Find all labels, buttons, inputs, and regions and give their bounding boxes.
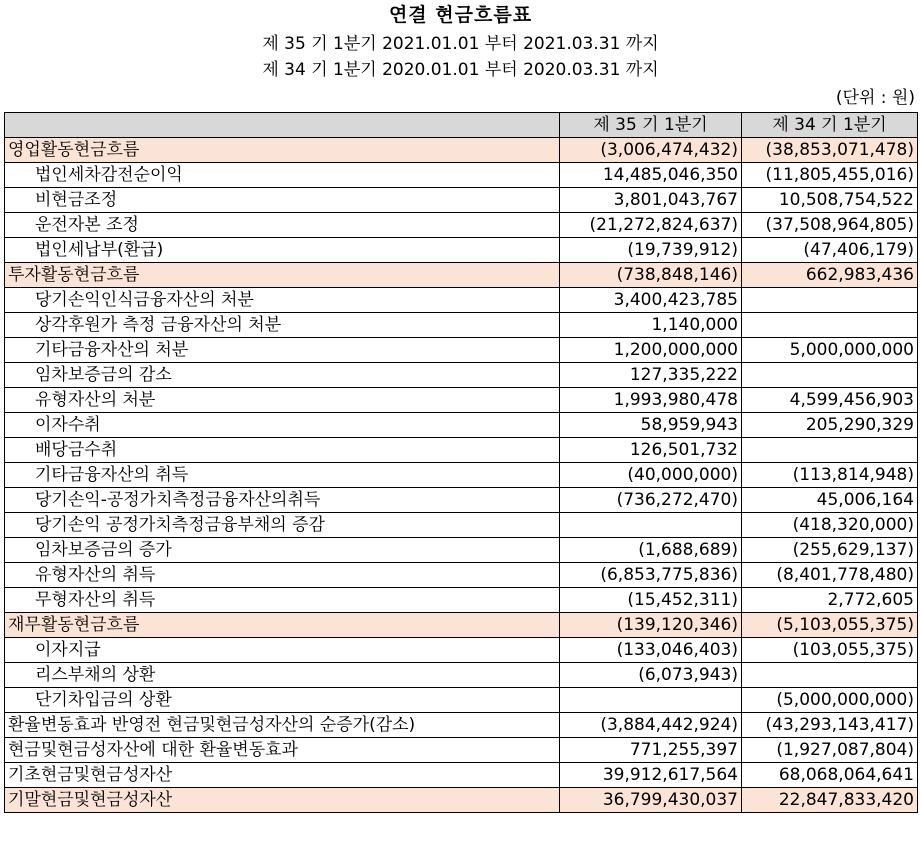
current-period-value: (15,452,311) bbox=[560, 588, 742, 613]
prior-period-value: (103,055,375) bbox=[742, 638, 918, 663]
prior-period-value: (43,293,143,417) bbox=[742, 713, 918, 738]
prior-period-value: 5,000,000,000 bbox=[742, 338, 918, 363]
table-header-row bbox=[5, 113, 918, 138]
current-period-value: (19,739,912) bbox=[560, 238, 742, 263]
table-row bbox=[5, 438, 918, 463]
table-row bbox=[5, 413, 918, 438]
current-period-value: (6,073,943) bbox=[560, 663, 742, 688]
current-period-value: (3,006,474,432) bbox=[560, 138, 742, 163]
prior-period-value bbox=[742, 363, 918, 388]
current-period-value: 1,140,000 bbox=[560, 313, 742, 338]
current-period-value: 1,993,980,478 bbox=[560, 388, 742, 413]
table-row bbox=[5, 213, 918, 238]
prior-period-value: (11,805,455,016) bbox=[742, 163, 918, 188]
table-row bbox=[5, 763, 918, 788]
prior-period-value: 45,006,164 bbox=[742, 488, 918, 513]
current-period-value: 58,959,943 bbox=[560, 413, 742, 438]
table-row bbox=[5, 738, 918, 763]
prior-period-value: 10,508,754,522 bbox=[742, 188, 918, 213]
row-label: 현금및현금성자산에 대한 환율변동효과 bbox=[5, 738, 560, 763]
table-row bbox=[5, 363, 918, 388]
header-prior-period: 제 34 기 1분기 bbox=[742, 113, 918, 138]
table-row bbox=[5, 313, 918, 338]
prior-period-value: 2,772,605 bbox=[742, 588, 918, 613]
table-row bbox=[5, 163, 918, 188]
table-row bbox=[5, 513, 918, 538]
row-label: 기타금융자산의 취득 bbox=[5, 463, 560, 488]
row-label: 기초현금및현금성자산 bbox=[5, 763, 560, 788]
table-row bbox=[5, 788, 918, 813]
current-period-value: (3,884,442,924) bbox=[560, 713, 742, 738]
prior-period-value bbox=[742, 438, 918, 463]
prior-period-value: (8,401,778,480) bbox=[742, 563, 918, 588]
row-label: 재무활동현금흐름 bbox=[5, 613, 560, 638]
current-period-value: (139,120,346) bbox=[560, 613, 742, 638]
row-label: 운전자본 조정 bbox=[5, 213, 560, 238]
row-label: 유형자산의 처분 bbox=[5, 388, 560, 413]
table-row bbox=[5, 338, 918, 363]
row-label: 배당금수취 bbox=[5, 438, 560, 463]
table-row bbox=[5, 388, 918, 413]
prior-period-value: 22,847,833,420 bbox=[742, 788, 918, 813]
row-label: 이자수취 bbox=[5, 413, 560, 438]
row-label: 영업활동현금흐름 bbox=[5, 138, 560, 163]
table-row bbox=[5, 663, 918, 688]
prior-period-value bbox=[742, 663, 918, 688]
prior-period-value bbox=[742, 313, 918, 338]
period-current: 제 35 기 1분기 2021.01.01 부터 2021.03.31 까지 bbox=[262, 34, 659, 54]
current-period-value bbox=[560, 688, 742, 713]
table-row bbox=[5, 613, 918, 638]
row-label: 환율변동효과 반영전 현금및현금성자산의 순증가(감소) bbox=[5, 713, 560, 738]
table-row bbox=[5, 463, 918, 488]
prior-period-value: 662,983,436 bbox=[742, 263, 918, 288]
row-label: 기타금융자산의 처분 bbox=[5, 338, 560, 363]
row-label: 단기차입금의 상환 bbox=[5, 688, 560, 713]
row-label: 기말현금및현금성자산 bbox=[5, 788, 560, 813]
table-row bbox=[5, 713, 918, 738]
prior-period-value: 4,599,456,903 bbox=[742, 388, 918, 413]
current-period-value: 14,485,046,350 bbox=[560, 163, 742, 188]
table-row bbox=[5, 538, 918, 563]
row-label: 유형자산의 취득 bbox=[5, 563, 560, 588]
table-row bbox=[5, 688, 918, 713]
header-label-cell bbox=[5, 113, 560, 138]
unit-label: (단위 : 원) bbox=[835, 88, 915, 108]
current-period-value: (736,272,470) bbox=[560, 488, 742, 513]
row-label: 당기손익인식금융자산의 처분 bbox=[5, 288, 560, 313]
current-period-value: (1,688,689) bbox=[560, 538, 742, 563]
row-label: 임차보증금의 증가 bbox=[5, 538, 560, 563]
table-row bbox=[5, 238, 918, 263]
table-row bbox=[5, 188, 918, 213]
current-period-value: 126,501,732 bbox=[560, 438, 742, 463]
current-period-value: (40,000,000) bbox=[560, 463, 742, 488]
current-period-value: 3,801,043,767 bbox=[560, 188, 742, 213]
table-row bbox=[5, 138, 918, 163]
table-row bbox=[5, 588, 918, 613]
table-row bbox=[5, 638, 918, 663]
prior-period-value bbox=[742, 288, 918, 313]
row-label: 법인세납부(환급) bbox=[5, 238, 560, 263]
prior-period-value: (418,320,000) bbox=[742, 513, 918, 538]
current-period-value: 39,912,617,564 bbox=[560, 763, 742, 788]
current-period-value: (21,272,824,637) bbox=[560, 213, 742, 238]
row-label: 비현금조정 bbox=[5, 188, 560, 213]
table-row bbox=[5, 563, 918, 588]
prior-period-value: (1,927,087,804) bbox=[742, 738, 918, 763]
row-label: 상각후원가 측정 금융자산의 처분 bbox=[5, 313, 560, 338]
current-period-value: (133,046,403) bbox=[560, 638, 742, 663]
row-label: 리스부채의 상환 bbox=[5, 663, 560, 688]
table-row bbox=[5, 263, 918, 288]
prior-period-value: (38,853,071,478) bbox=[742, 138, 918, 163]
prior-period-value: (255,629,137) bbox=[742, 538, 918, 563]
row-label: 무형자산의 취득 bbox=[5, 588, 560, 613]
table-row bbox=[5, 488, 918, 513]
row-label: 이자지급 bbox=[5, 638, 560, 663]
current-period-value: 771,255,397 bbox=[560, 738, 742, 763]
current-period-value: 3,400,423,785 bbox=[560, 288, 742, 313]
period-prior: 제 34 기 1분기 2020.01.01 부터 2020.03.31 까지 bbox=[262, 60, 659, 80]
row-label: 당기손익 공정가치측정금융부채의 증감 bbox=[5, 513, 560, 538]
row-label: 법인세차감전순이익 bbox=[5, 163, 560, 188]
table-row bbox=[5, 288, 918, 313]
current-period-value: 1,200,000,000 bbox=[560, 338, 742, 363]
prior-period-value: 205,290,329 bbox=[742, 413, 918, 438]
prior-period-value: (5,000,000,000) bbox=[742, 688, 918, 713]
prior-period-value: 68,068,064,641 bbox=[742, 763, 918, 788]
prior-period-value: (5,103,055,375) bbox=[742, 613, 918, 638]
current-period-value: (738,848,146) bbox=[560, 263, 742, 288]
row-label: 당기손익-공정가치측정금융자산의취득 bbox=[5, 488, 560, 513]
prior-period-value: (113,814,948) bbox=[742, 463, 918, 488]
current-period-value: 36,799,430,037 bbox=[560, 788, 742, 813]
current-period-value: 127,335,222 bbox=[560, 363, 742, 388]
prior-period-value: (47,406,179) bbox=[742, 238, 918, 263]
current-period-value: (6,853,775,836) bbox=[560, 563, 742, 588]
row-label: 임차보증금의 감소 bbox=[5, 363, 560, 388]
current-period-value bbox=[560, 513, 742, 538]
statement-title: 연결 현금흐름표 bbox=[388, 4, 533, 26]
row-label: 투자활동현금흐름 bbox=[5, 263, 560, 288]
cash-flow-table bbox=[4, 112, 918, 813]
prior-period-value: (37,508,964,805) bbox=[742, 213, 918, 238]
header-current-period: 제 35 기 1분기 bbox=[560, 113, 742, 138]
